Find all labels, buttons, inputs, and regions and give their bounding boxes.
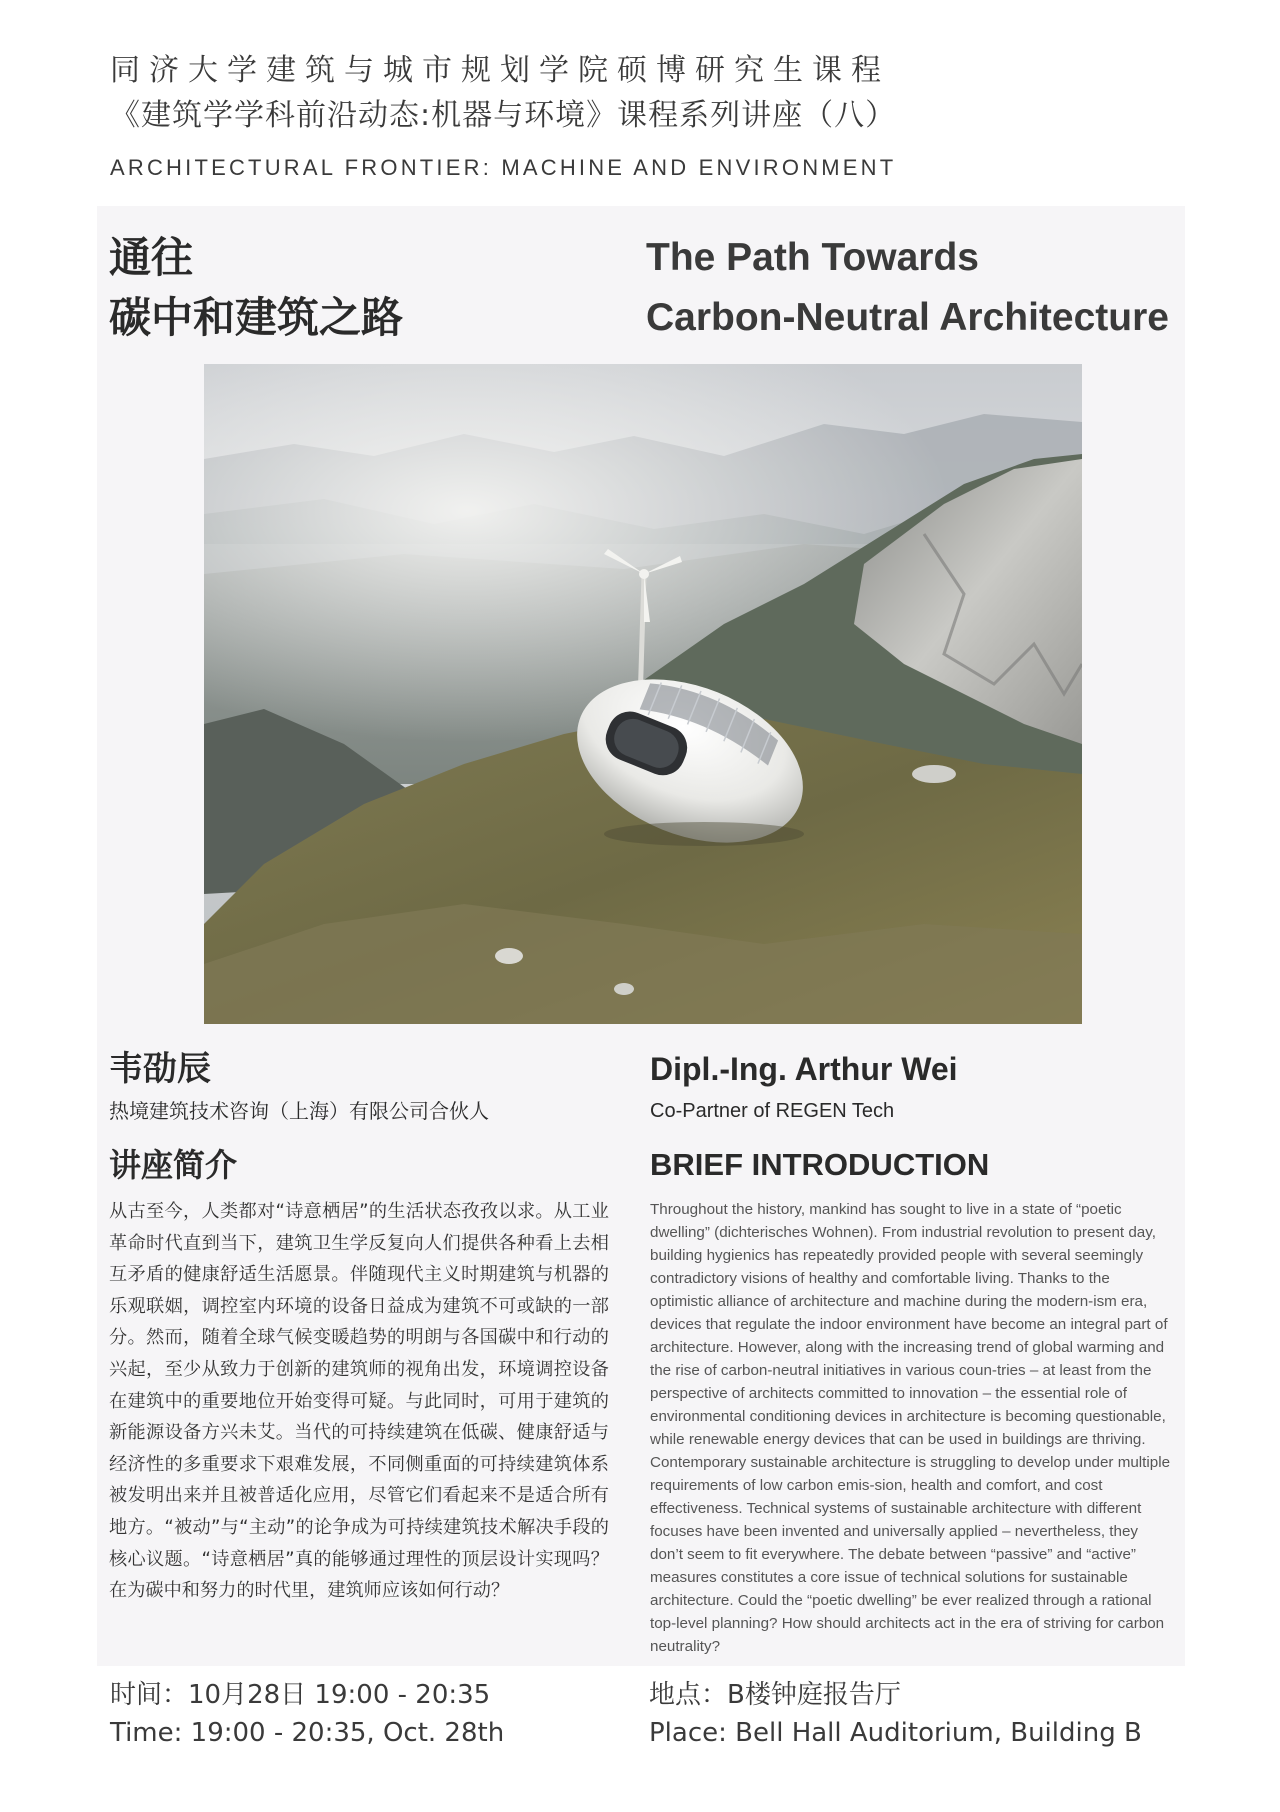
lecture-title-cn-line2: 碳中和建筑之路 [109, 293, 404, 342]
lecture-title-en-line2: Carbon-Neutral Architecture [646, 296, 1169, 339]
speaker-affiliation-cn: 热境建筑技术咨询（上海）有限公司合伙人 [109, 1099, 489, 1123]
course-title-en: ARCHITECTURAL FRONTIER: MACHINE AND ENVIRONMENT [110, 155, 897, 180]
lecture-title-cn [109, 228, 403, 348]
place-cn: 地点：B楼钟庭报告厅 [649, 1680, 901, 1710]
lecture-series-cn: 《建筑学学科前沿动态:机器与环境》课程系列讲座（八） [110, 98, 897, 133]
intro-heading-en: BRIEF INTRODUCTION [650, 1147, 990, 1182]
speaker-name-en: Dipl.-Ing. Arthur Wei [650, 1051, 958, 1087]
lecture-title-cn-line1: 通往 [109, 233, 194, 282]
poster-panel [97, 206, 1185, 1666]
lecture-title-en-line1: The Path Towards [646, 236, 979, 279]
intro-text-cn: 从古至今，人类都对“诗意栖居”的生活状态孜孜以求。从工业革命时代直到当下，建筑卫生学反复向人们提供各种看上去相互矛盾的健康舒适生活愿景。伴随现代主义时期建筑与机器的乐观联姻，调控室内环境的设备日益成为建筑不可或缺的一部分。然而，随着全球气候变暖趋势的明朗与各国碳中和行动的兴起，至少从致力于创新的建筑师的视角出发，环境调控设备在建筑中的重要地位开始变得可疑。与此同时，可用于建筑的新能源设备方兴未艾。当代的可持续建筑在低碳、健康舒适与经济性的多重要求下艰难发展，不同侧重面的可持续建筑体系被发明出来并且被普适化应用，尽管它们看起来不是适合所有地方。“被动”与“主动”的论争成为可持续建筑技术解决手段的核心议题。“诗意栖居”真的能够通过理性的顶层设计实现吗？在为碳中和努力的时代里，建筑师应该如何行动？ [109, 1201, 609, 1602]
intro-text-en: Throughout the history, mankind has sought to live in a state of “poetic dwelling” (dichterisches Wohnen). From industrial revolution to present day, building hygienics has repeatedly provided people with several seemingly contradictory visions of healthy and comfortable living. Thanks to the optimistic alliance of architecture and machine during the modern-ism era, devices that regulate the indoor environment have become an integral part of architecture. However, along with the increasing trend of global warming and the rise of carbon-neutral initiatives in various coun-tries – at least from the perspective of architects committed to innovation – the essential role of environmental conditioning devices in architecture is becoming questionable, while renewable energy devices that can be used in buildings are thriving. Contemporary sustainable architecture is struggling to develop under multiple requirements of low carbon emis-sion, health and comfort, and cost effectiveness. Technical systems of sustainable architecture with different focuses have been invented and universally applied – nevertheless, they don’t seem to fit everywhere. The debate between “passive” and “active” measures constitutes a core issue of technical solutions for sustainable architecture. Could the “poetic dwelling” be ever realized through a rational top-level planning? How should architects act in the era of striving for carbon neutrality? [650, 1201, 1171, 1655]
lecture-title-en [646, 228, 1169, 348]
time-cn: 时间：10月28日 19:00 - 20:35 [110, 1680, 491, 1710]
speaker-name-cn: 韦劭辰 [109, 1049, 211, 1089]
speaker-affiliation-en: Co-Partner of REGEN Tech [650, 1100, 895, 1122]
mountain-capsule-photo [204, 364, 1082, 1024]
place-en: Place: Bell Hall Auditorium, Building B [649, 1718, 1142, 1748]
intro-heading-cn: 讲座简介 [109, 1146, 238, 1184]
course-title-cn: 同济大学建筑与城市规划学院硕博研究生课程 [110, 53, 890, 88]
time-info [110, 1676, 504, 1752]
place-info [649, 1676, 1142, 1752]
time-en: Time: 19:00 - 20:35, Oct. 28th [110, 1718, 505, 1748]
course-header [110, 50, 1110, 188]
